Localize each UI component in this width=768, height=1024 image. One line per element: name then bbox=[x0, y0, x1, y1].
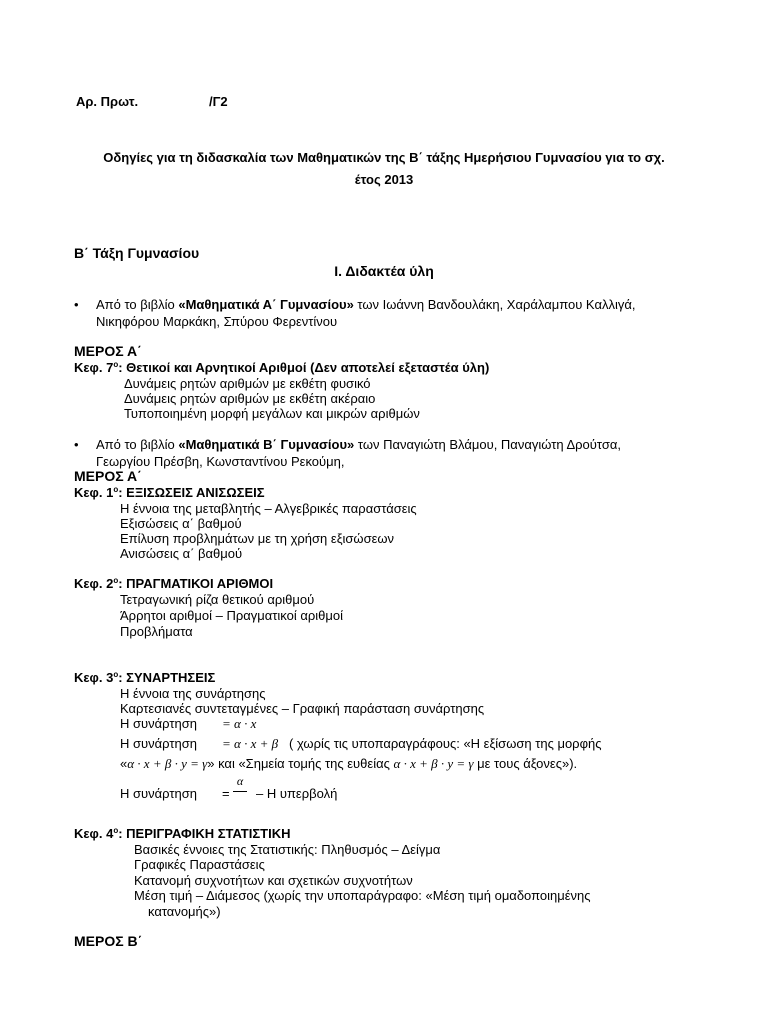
protocol-code: /Γ2 bbox=[209, 94, 228, 109]
chapter-7-heading: Κεφ. $7^o$: Θετικοί και Αρνητικοί Αριθμοί (Δεν αποτελεί εξεταστέα ύλη) bbox=[74, 360, 490, 375]
part-b-heading: ΜΕΡΟΣ Β΄ bbox=[74, 933, 143, 949]
chapter-3-heading: Κεφ. $3^o$: ΣΥΝΑΡΤΗΣΕΙΣ bbox=[74, 670, 216, 685]
chapter-3-note-line2: «α · x + β · y = γ» και «Σημεία τομής της ευθείας α · x + β · y = γ με τους άξονες»). bbox=[120, 756, 578, 771]
formula-line-equation: α · x + β · y = γ bbox=[393, 756, 474, 771]
document-title-line1: Οδηγίες για τη διδασκαλία των Μαθηματικών της Β΄ τάξης Ημερήσιου Γυμνασίου για το σχ. bbox=[103, 150, 665, 165]
chapter-1-heading: Κεφ. $1^o$: ΕΞΙΣΩΣΕΙΣ ΑΝΙΣΩΣΕΙΣ bbox=[74, 485, 265, 500]
chapter-3-item: Η συνάρτηση bbox=[120, 736, 197, 751]
chapter-1-item: Επίλυση προβλημάτων με τη χρήση εξισώσεων bbox=[120, 531, 395, 546]
chapter-1-item: Ανισώσεις α΄ βαθμού bbox=[120, 546, 243, 561]
chapter-1-item: Εξισώσεις α΄ βαθμού bbox=[120, 516, 242, 531]
book1-title: «Μαθηματικά Α΄ Γυμνασίου» bbox=[178, 297, 354, 312]
class-heading: Β΄ Τάξη Γυμνασίου bbox=[74, 245, 200, 261]
chapter-4-heading: Κεφ. $4^o$: ΠΕΡΙΓΡΑΦΙΚΗ ΣΤΑΤΙΣΤΙΚΗ bbox=[74, 826, 291, 841]
chapter-3-note: ( χωρίς τις υποπαραγράφους: «Η εξίσωση της μορφής bbox=[289, 736, 602, 751]
chapter-3-item: Η έννοια της συνάρτησης bbox=[120, 686, 266, 701]
chapter-3-item: Καρτεσιανές συντεταγμένες – Γραφική παράσταση συνάρτησης bbox=[120, 701, 485, 716]
book2-line2: Γεωργίου Πρέσβη, Κωνσταντίνου Ρεκούμη, bbox=[96, 454, 345, 469]
chapter-2-item: Προβλήματα bbox=[120, 624, 193, 639]
chapter-7-item: Δυνάμεις ρητών αριθμών με εκθέτη ακέραιο bbox=[124, 391, 376, 406]
bullet-book2: • bbox=[74, 437, 79, 452]
chapter-4-item: Γραφικές Παραστάσεις bbox=[134, 857, 265, 872]
chapter-2-item: Άρρητοι αριθμοί – Πραγματικοί αριθμοί bbox=[120, 608, 344, 623]
protocol-label: Αρ. Πρωτ. bbox=[76, 94, 139, 109]
chapter-4-item: κατανομής») bbox=[148, 904, 221, 919]
section-heading: Ι. Διδακτέα ύλη bbox=[334, 263, 434, 279]
chapter-4-item: Κατανομή συχνοτήτων και σχετικών συχνοτήτων bbox=[134, 873, 413, 888]
chapter-2-item: Τετραγωνική ρίζα θετικού αριθμού bbox=[120, 592, 315, 607]
chapter-3-item: – Η υπερβολή bbox=[256, 786, 338, 801]
chapter-2-heading: Κεφ. $2^o$: ΠΡΑΓΜΑΤΙΚΟΙ ΑΡΙΘΜΟΙ bbox=[74, 576, 274, 591]
chapter-1-item: Η έννοια της μεταβλητής – Αλγεβρικές παραστάσεις bbox=[120, 501, 417, 516]
book1-line1: Από το βιβλίο «Μαθηματικά Α΄ Γυμνασίου» των Ιωάννη Βανδουλάκη, Χαράλαμπου Καλλιγά, bbox=[96, 297, 636, 312]
book2-title: «Μαθηματικά Β΄ Γυμνασίου» bbox=[178, 437, 355, 452]
bullet-book1: • bbox=[74, 297, 79, 312]
chapter-7-item: Τυποποιημένη μορφή μεγάλων και μικρών αριθμών bbox=[124, 406, 420, 421]
formula-hyperbola-numerator: α bbox=[236, 774, 244, 788]
chapter-3-item: Η συνάρτηση bbox=[120, 716, 197, 731]
fraction-bar bbox=[233, 791, 247, 792]
formula-linear: = α · x bbox=[222, 716, 257, 731]
chapter-4-item: Βασικές έννοιες της Στατιστικής: Πληθυσμός – Δείγμα bbox=[134, 842, 441, 857]
formula-hyperbola-eq: = bbox=[222, 786, 230, 801]
part-a-heading-1: ΜΕΡΟΣ Α΄ bbox=[74, 343, 142, 359]
book2-line1: Από το βιβλίο «Μαθηματικά Β΄ Γυμνασίου» των Παναγιώτη Βλάμου, Παναγιώτη Δρούτσα, bbox=[96, 437, 621, 452]
chapter-4-item: Μέση τιμή – Διάμεσος (χωρίς την υποπαράγραφο: «Μέση τιμή ομαδοποιημένης bbox=[134, 888, 591, 903]
document-title-line2: έτος 2013 bbox=[354, 172, 414, 187]
formula-line-equation: α · x + β · y = γ bbox=[127, 756, 208, 771]
part-a-heading-2: ΜΕΡΟΣ Α΄ bbox=[74, 468, 142, 484]
formula-affine: = α · x + β bbox=[222, 736, 279, 751]
chapter-7-item: Δυνάμεις ρητών αριθμών με εκθέτη φυσικό bbox=[124, 376, 371, 391]
book1-line2: Νικηφόρου Μαρκάκη, Σπύρου Φερεντίνου bbox=[96, 314, 338, 329]
chapter-3-item: Η συνάρτηση bbox=[120, 786, 197, 801]
